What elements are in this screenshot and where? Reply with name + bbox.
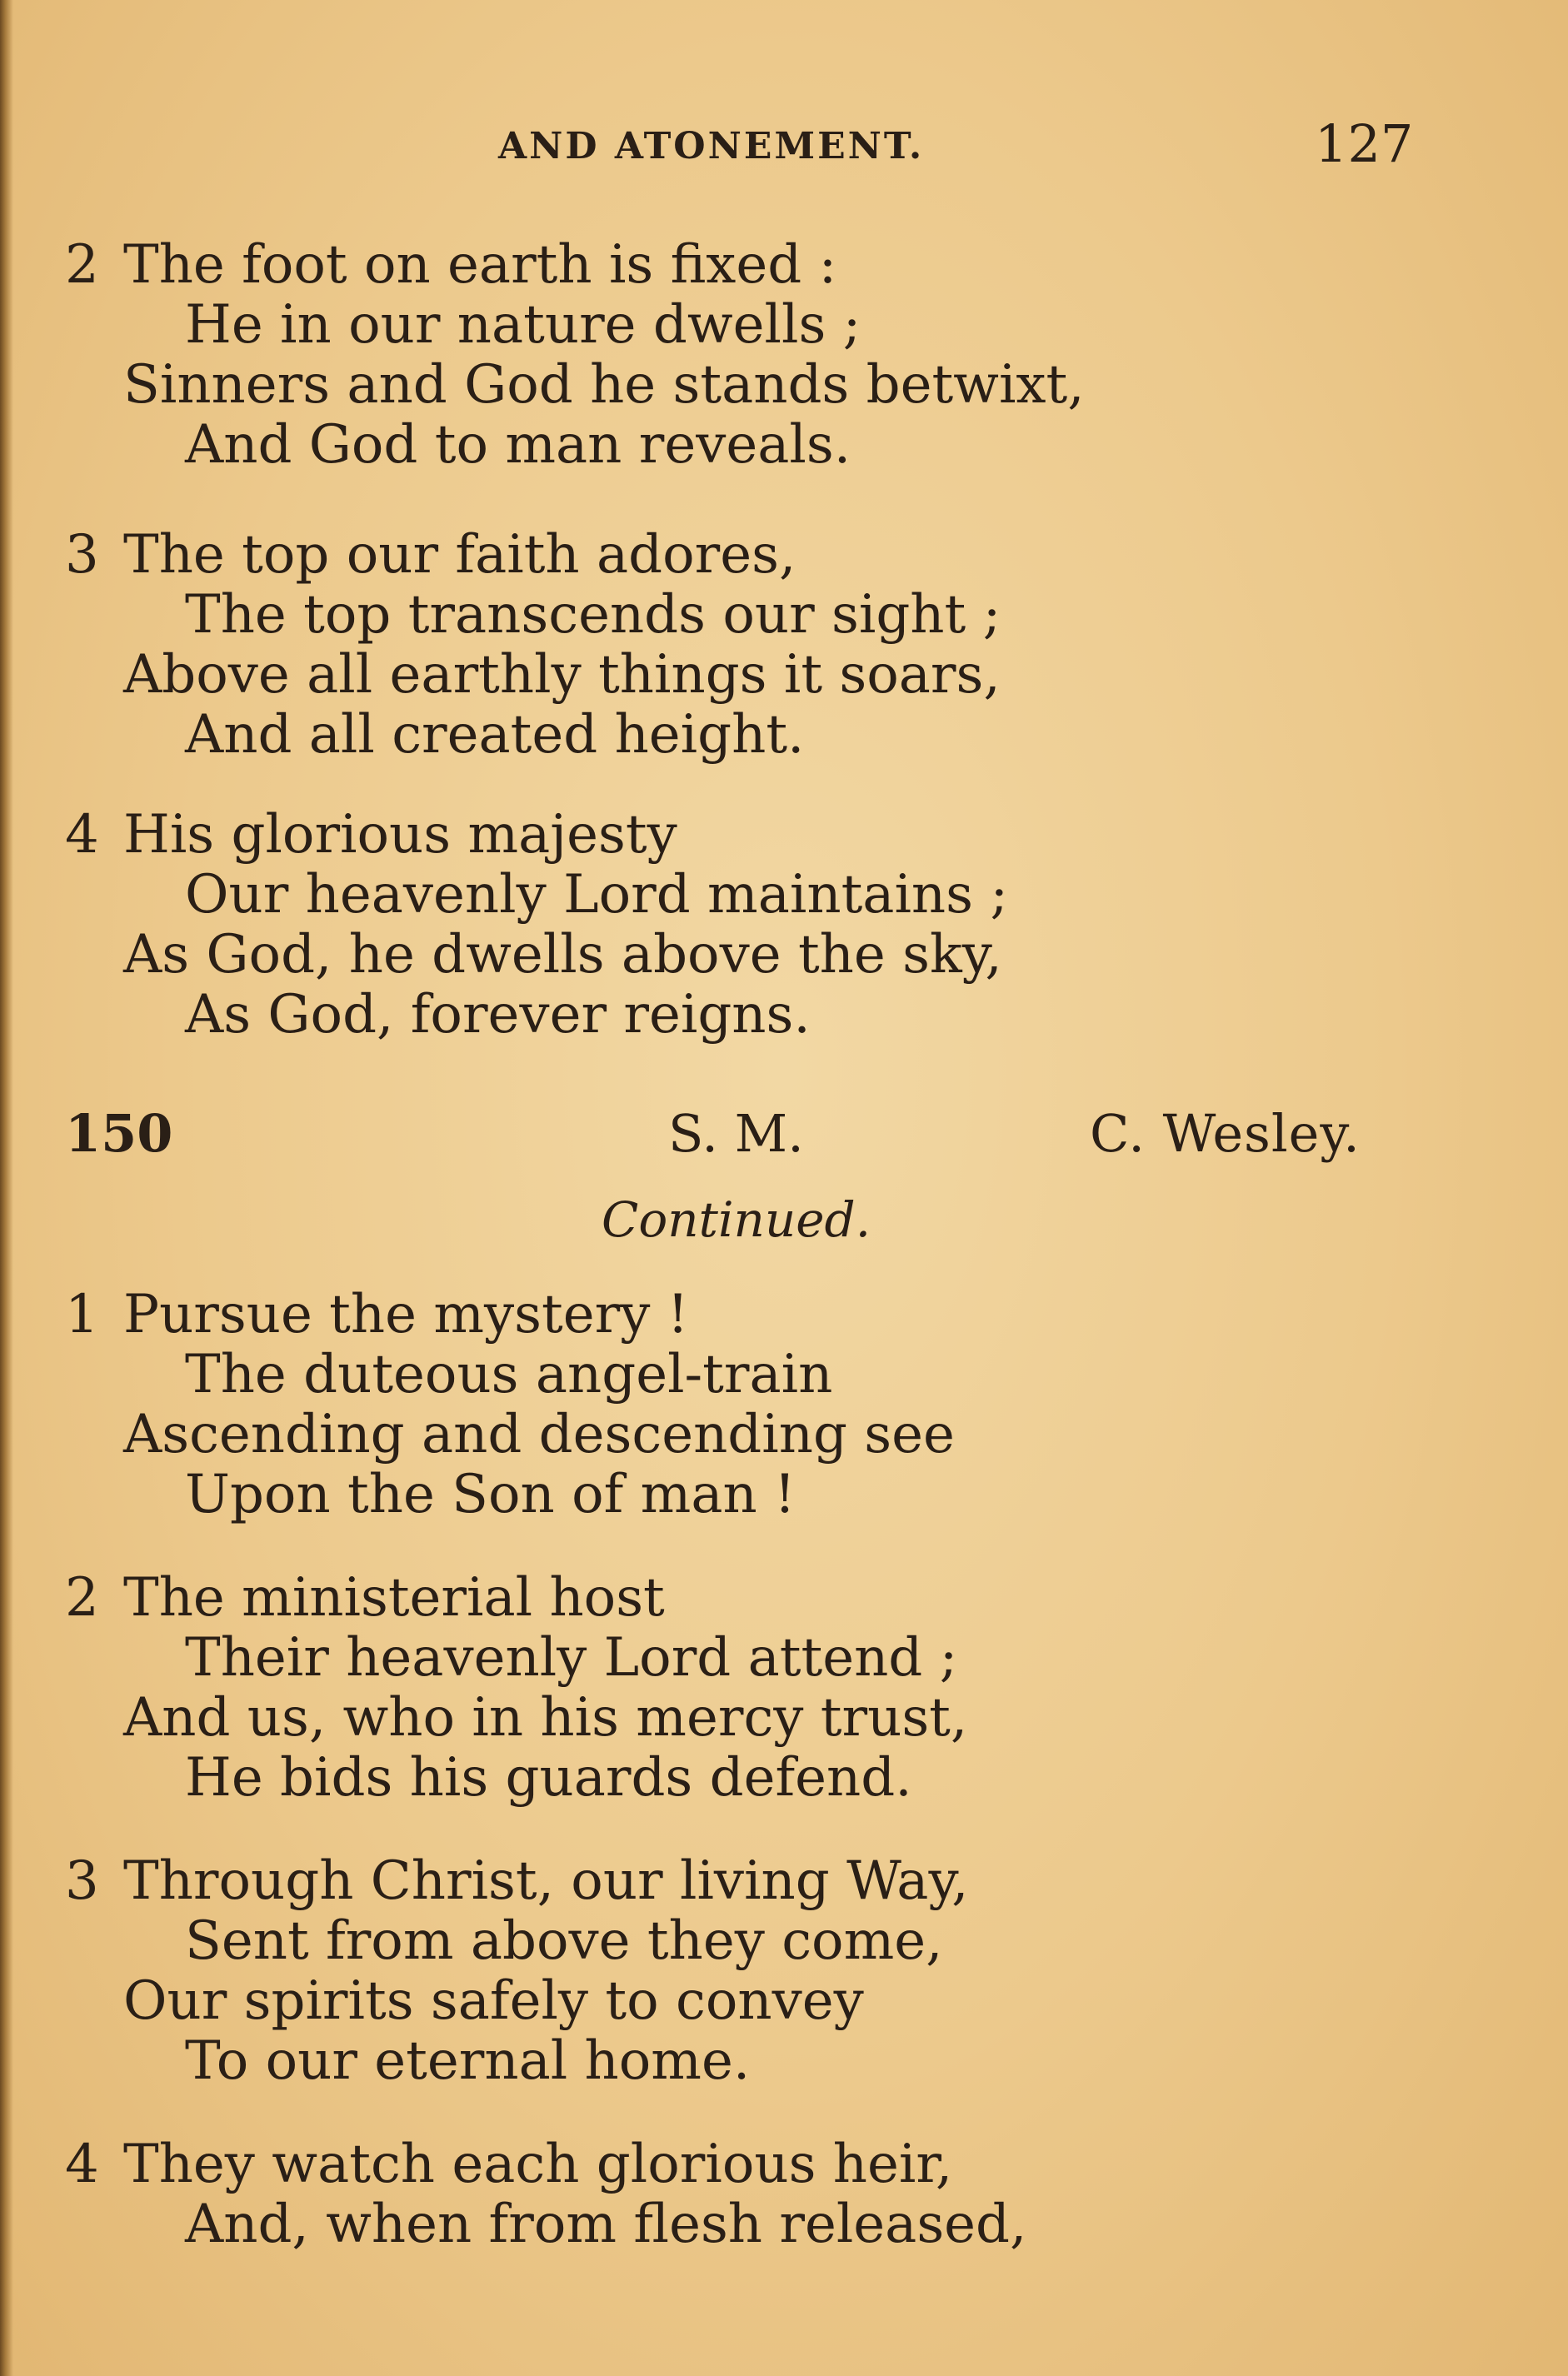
stanza	[0, 235, 1500, 475]
verse-line: Our spirits safely to convey	[123, 1970, 864, 2032]
verse-line: As God, forever reigns.	[185, 984, 811, 1046]
verse-line: Upon the Son of man !	[185, 1464, 796, 1525]
verse-line: As God, he dwells above the sky,	[123, 924, 1002, 986]
stanza	[0, 805, 1500, 1045]
stanza	[0, 525, 1500, 765]
stanza-number: 4	[65, 804, 99, 866]
verse-line: The duteous angel-train	[185, 1344, 833, 1405]
verse-line: And God to man reveals.	[185, 414, 851, 476]
verse-line: They watch each glorious heir,	[123, 2134, 953, 2195]
stanza	[0, 1285, 1500, 1525]
verse-line: And all created height.	[185, 704, 805, 766]
verse-line: His glorious majesty	[123, 804, 677, 866]
stanza-number: 4	[65, 2134, 99, 2195]
stanza-number: 3	[65, 524, 99, 586]
stanza-number: 2	[65, 1567, 99, 1629]
hymn-header	[0, 1098, 1568, 1173]
verse-line: Pursue the mystery !	[123, 1284, 689, 1345]
stanza-number: 3	[65, 1850, 99, 1912]
hymn-number: 150	[65, 1103, 173, 1164]
stanza	[0, 1851, 1500, 2091]
verse-line: And us, who in his mercy trust,	[123, 1687, 968, 1749]
stanza	[0, 2134, 1500, 2254]
stanza-number: 2	[65, 234, 99, 296]
verse-line: The top transcends our sight ;	[185, 584, 1001, 646]
verse-line: Above all earthly things it soars,	[123, 644, 1001, 706]
running-head: AND ATONEMENT.	[498, 125, 925, 167]
verse-line: The foot on earth is fixed :	[123, 234, 837, 296]
verse-line: He bids his guards defend.	[185, 1747, 912, 1809]
stanza	[0, 1568, 1500, 1808]
verse-line: Sinners and God he stands betwixt,	[123, 354, 1085, 416]
stanza-number: 1	[65, 1284, 99, 1345]
verse-line: Their heavenly Lord attend ;	[185, 1627, 958, 1689]
page-number: 127	[1315, 113, 1414, 174]
verse-line: Sent from above they come,	[185, 1910, 943, 1972]
verse-line: He in our nature dwells ;	[185, 294, 861, 356]
page-header	[0, 108, 1568, 183]
verse-line: To our eternal home.	[185, 2030, 751, 2092]
hymn-subtitle: Continued.	[602, 1191, 871, 1248]
verse-line: Our heavenly Lord maintains ;	[185, 864, 1008, 926]
verse-line: Ascending and descending see	[123, 1404, 955, 1465]
verse-line: The top our faith adores,	[123, 524, 796, 586]
hymn-author: C. Wesley.	[1090, 1103, 1361, 1164]
verse-line: The ministerial host	[123, 1567, 665, 1629]
verse-line: And, when from flesh released,	[185, 2194, 1027, 2255]
hymn-meter: S. M.	[668, 1103, 804, 1164]
verse-line: Through Christ, our living Way,	[123, 1850, 969, 1912]
